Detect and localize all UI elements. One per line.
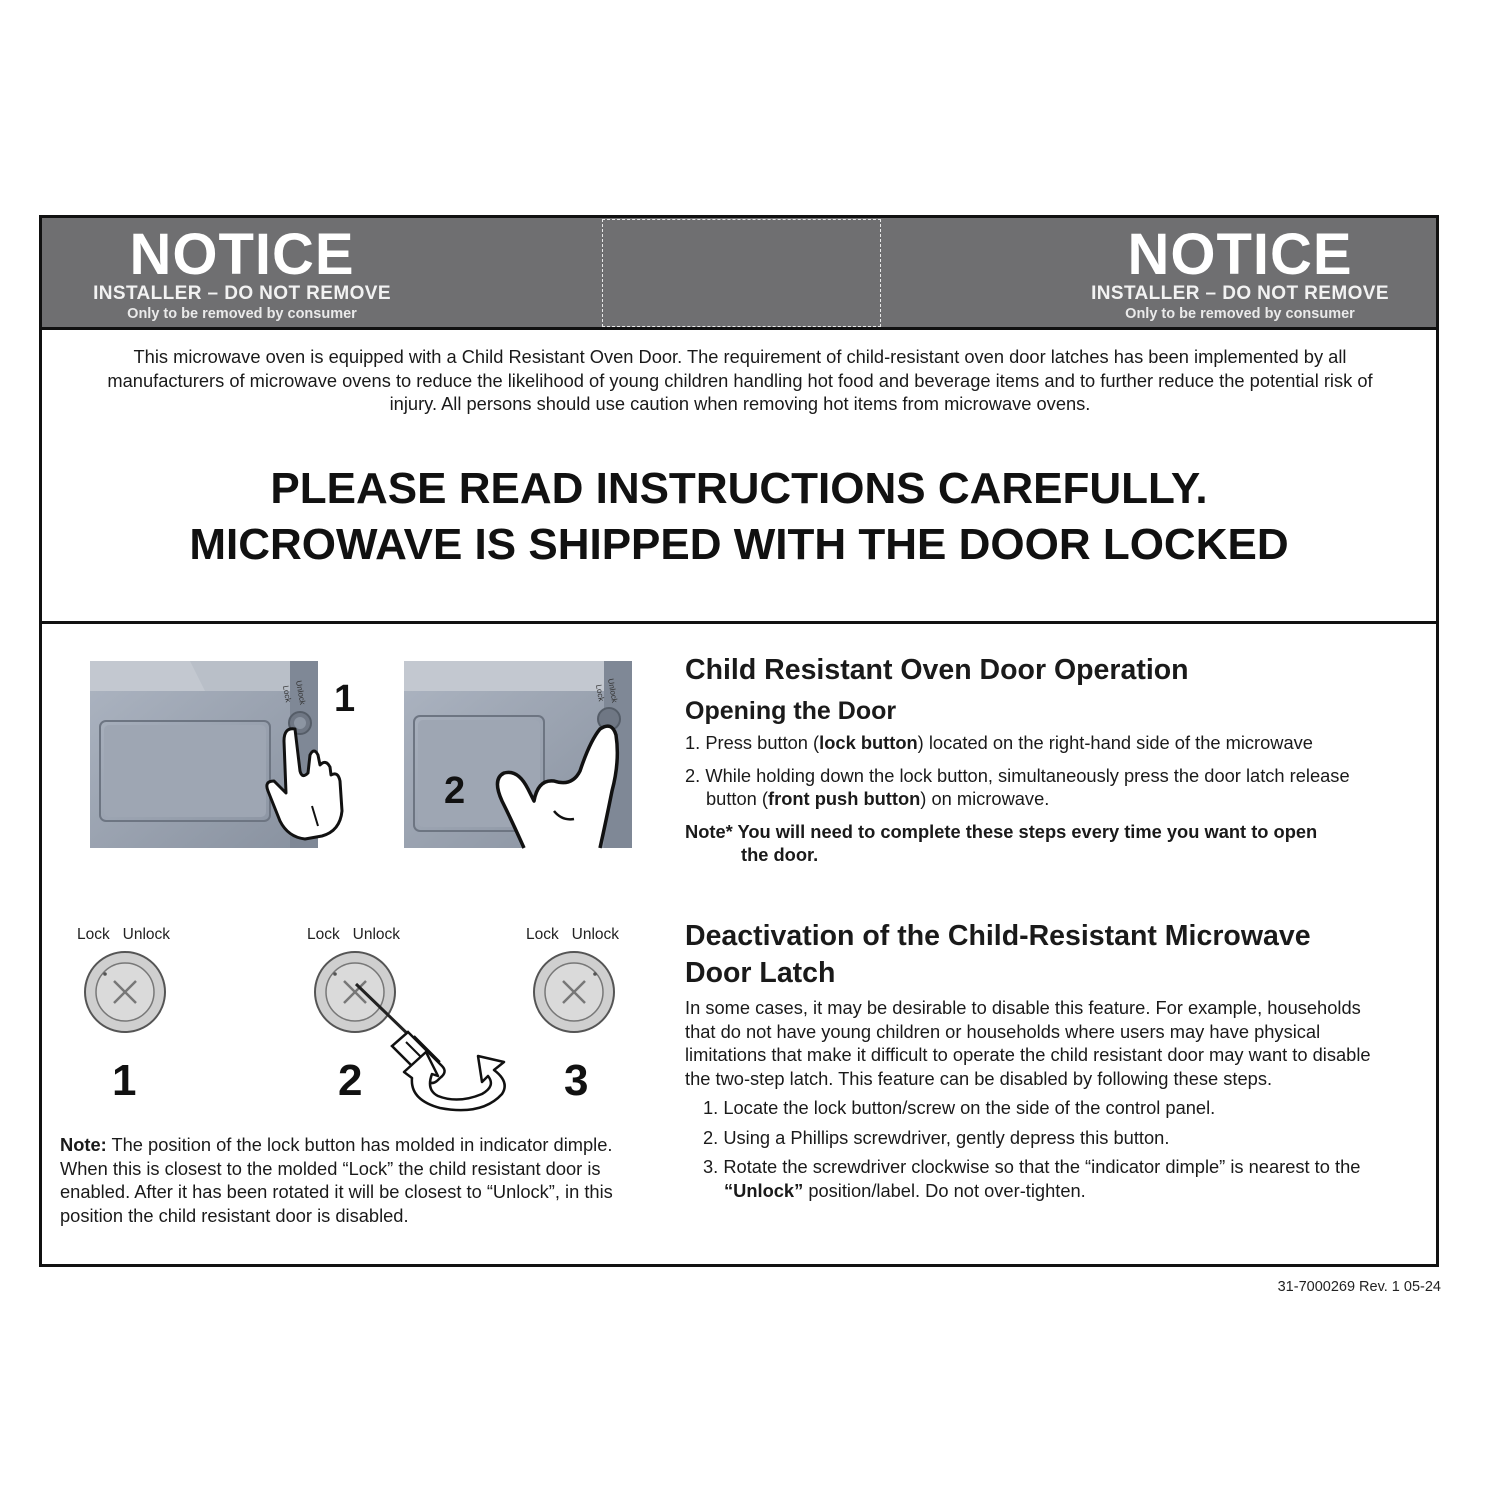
notice-sheet: [39, 215, 1439, 1267]
notice-subtitle: INSTALLER – DO NOT REMOVE: [1091, 283, 1389, 304]
step-text: ) on microwave.: [920, 788, 1050, 809]
list-item: [685, 731, 1430, 755]
section-title: Deactivation of the Child-Resistant Microwave: [685, 920, 1311, 952]
para-line: In some cases, it may be desirable to disable this feature. For example, households: [685, 997, 1361, 1018]
step-text: position/label. Do not over-tighten.: [803, 1179, 1086, 1201]
step-number: 2.: [703, 1126, 719, 1148]
section-title: Child Resistant Oven Door Operation: [685, 654, 1189, 686]
deactivation-paragraph: [685, 996, 1430, 1090]
unlock-screw-dial-icon: [532, 950, 616, 1034]
note-line: Note* You will need to complete these steps every time you want to open: [685, 820, 1318, 842]
section-title: Door Latch: [685, 957, 836, 989]
tear-off-area: [602, 219, 881, 327]
para-line: that do not have young children or households where users may have physical: [685, 1020, 1321, 1042]
notice-small-print: Only to be removed by consumer: [127, 306, 357, 322]
section-subtitle: Opening the Door: [685, 697, 897, 725]
note-label: Note:: [60, 1134, 107, 1155]
dial-step-number: 1: [112, 1056, 137, 1105]
step-text: ) located on the right-hand side of the microwave: [917, 732, 1313, 753]
headline-line: PLEASE READ INSTRUCTIONS CAREFULLY.: [270, 464, 1208, 513]
step-bold-text: front push button: [768, 788, 921, 809]
dimple-note: [60, 1133, 670, 1227]
para-line: the two-step latch. This feature can be disabled by following these steps.: [685, 1067, 1273, 1089]
step-text: Rotate the screwdriver clockwise so that the “indicator dimple” is nearest to the: [723, 1156, 1361, 1177]
dial-step-number: 2: [338, 1056, 363, 1105]
dial-step-number: 3: [564, 1056, 589, 1105]
dial-label-group: [77, 926, 170, 944]
notice-title: NOTICE: [129, 222, 355, 287]
notice-small-print: Only to be removed by consumer: [1125, 306, 1355, 322]
step-text: Locate the lock button/screw on the side of the control panel.: [723, 1097, 1216, 1118]
dial-label-group: [307, 926, 400, 944]
microwave-press-front-illustration: [404, 661, 632, 848]
note-text: The position of the lock button has molded in indicator dimple.: [106, 1134, 613, 1155]
para-line: limitations that make it difficult to operate the child resistant door may want to disable: [685, 1044, 1371, 1065]
notice-subtitle: INSTALLER – DO NOT REMOVE: [93, 283, 391, 304]
microwave-press-lock-illustration: [90, 661, 356, 848]
intro-line: injury. All persons should use caution when removing hot items from microwave ovens.: [389, 393, 1091, 414]
note-line: the door.: [741, 844, 819, 865]
notice-header: [42, 218, 1436, 330]
deactivation-steps-list: [685, 1096, 1430, 1202]
opening-note: [685, 820, 1430, 867]
photo-step-number: 1: [334, 678, 356, 720]
lock-screw-dial-icon: [83, 950, 167, 1034]
list-item: [703, 1096, 1430, 1120]
step-bold-text: “Unlock”: [724, 1179, 804, 1201]
headline-line: MICROWAVE IS SHIPPED WITH THE DOOR LOCKED: [189, 520, 1289, 569]
step-number: 3.: [703, 1156, 719, 1177]
notice-right: [1040, 218, 1440, 323]
dial-label-group: [526, 926, 619, 944]
section-divider: [42, 621, 1436, 624]
intro-line: manufacturers of microwave ovens to reduce the likelihood of young children handling hot food and beverage items and to further reduce the potential risk of: [107, 369, 1373, 391]
step-text: Press button (: [705, 732, 820, 753]
note-line: [60, 1133, 670, 1157]
step-continuation: [703, 1179, 1430, 1203]
step-number: 1.: [685, 732, 701, 753]
step-text: Using a Phillips screwdriver, gently depress this button.: [723, 1126, 1170, 1148]
photo-step-number: 2: [444, 770, 466, 812]
step-text: While holding down the lock button, simultaneously press the door latch release: [705, 764, 1350, 786]
step-text: button (: [706, 788, 768, 809]
screwdriver-rotate-icon: [342, 970, 522, 1120]
deactivation-section: [685, 918, 1430, 1202]
unlock-label: Unlock: [352, 926, 401, 943]
step-number: 1.: [703, 1097, 719, 1118]
intro-line: This microwave oven is equipped with a Child Resistant Oven Door. The requirement of child-resistant oven door latches has been implemented by all: [133, 346, 1347, 367]
step-number: 2.: [685, 764, 701, 786]
unlock-label: Unlock: [122, 926, 171, 943]
lock-label: Lock: [526, 926, 559, 943]
warning-headline: [42, 461, 1436, 573]
note-line: position the child resistant door is disabled.: [60, 1204, 409, 1226]
list-item: [685, 764, 1430, 811]
unlock-label: Unlock: [571, 926, 620, 943]
unlock-molded-text: Unlock: [294, 679, 308, 706]
notice-left: [42, 218, 442, 323]
step-bold-text: lock button: [819, 732, 918, 753]
unlock-molded-text: Unlock: [606, 677, 620, 704]
lock-molded-text: Lock: [594, 683, 606, 702]
door-operation-section: [685, 652, 1430, 867]
note-line: When this is closest to the molded “Lock” the child resistant door is: [60, 1157, 601, 1179]
list-item: [703, 1126, 1430, 1150]
opening-steps-list: [685, 731, 1430, 811]
step-continuation: [685, 787, 1430, 811]
document-revision-code: 31-7000269 Rev. 1 05-24: [1277, 1279, 1441, 1295]
notice-title: NOTICE: [1127, 222, 1353, 287]
lock-label: Lock: [77, 926, 110, 943]
lock-molded-text: Lock: [281, 684, 293, 703]
note-line: enabled. After it has been rotated it will be closest to “Unlock”, in this: [60, 1181, 613, 1202]
lock-label: Lock: [307, 926, 340, 943]
intro-paragraph: [60, 345, 1420, 416]
list-item: [703, 1155, 1430, 1202]
